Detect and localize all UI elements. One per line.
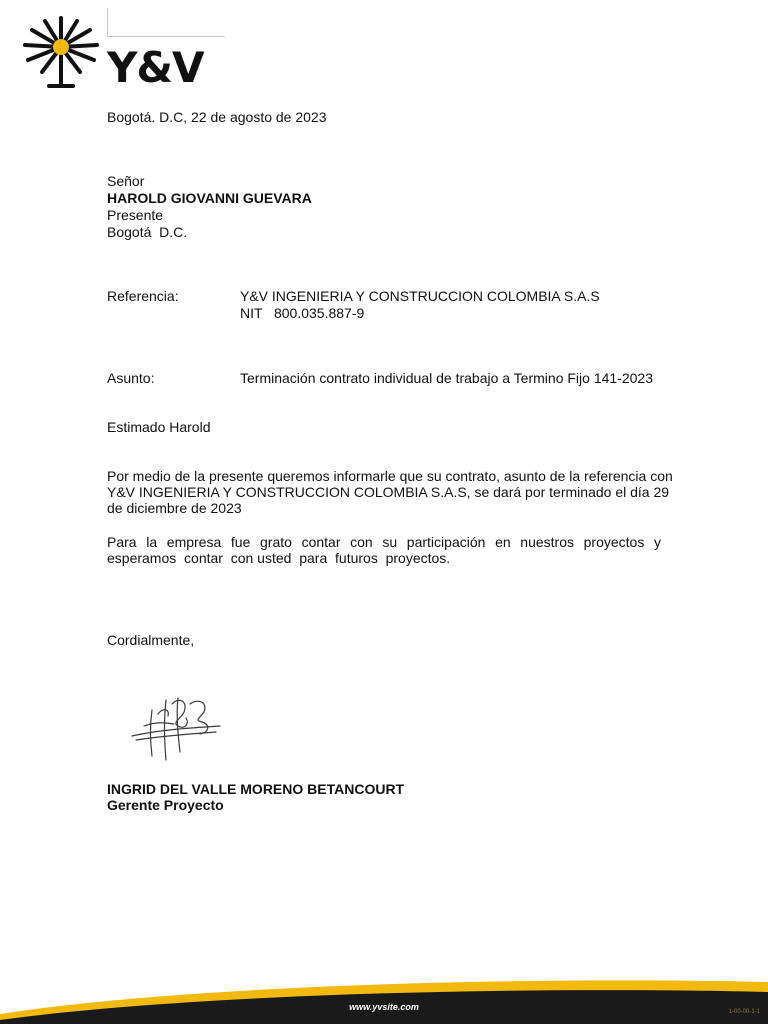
header-divider-vertical [107,8,108,36]
sunburst-logo-icon [20,14,102,90]
recipient-salutation: Señor [107,173,145,189]
signer-name: INGRID DEL VALLE MORENO BETANCOURT [107,781,405,797]
paragraph-1-line-1: Por medio de la presente queremos informarle que su contrato, asunto de la referencia con [107,468,673,484]
greeting: Estimado Harold [107,419,211,435]
recipient-presente: Presente [107,207,164,223]
recipient-city: Bogotá D.C. [107,224,188,240]
subject-text: Terminación contrato individual de trabajo a Termino Fijo 141-2023 [240,370,653,386]
reference-company: Y&V INGENIERIA Y CONSTRUCCION COLOMBIA S.A.S [240,288,600,304]
footer-band [0,968,768,1024]
footer-website [0,1002,768,1013]
header-divider-horizontal [107,36,225,37]
reference-label: Referencia: [107,288,179,304]
footer-document-code: 1-00-00-1-1 [728,1009,760,1015]
reference-nit: NIT 800.035.887-9 [240,305,365,321]
paragraph-2-line-2: esperamos contar con usted para futuros proyectos. [107,550,451,566]
signer-title: Gerente Proyecto [107,797,224,813]
brand-logo-text: Y&V [107,43,204,92]
footer-website-link[interactable]: www.yvsite.com [349,1002,419,1012]
paragraph-2-line-1: Para la empresa fue grato contar con su participación en nuestros proyectos y [107,534,661,550]
subject-label: Asunto: [107,370,155,386]
date-line: Bogotá. D.C, 22 de agosto de 2023 [107,109,327,125]
paragraph-1-line-2: Y&V INGENIERIA Y CONSTRUCCION COLOMBIA S.A.S, se dará por terminado el día 29 [107,484,670,500]
recipient-name: HAROLD GIOVANNI GUEVARA [107,190,312,206]
handwritten-signature [128,690,224,762]
closing: Cordialmente, [107,632,195,648]
brand-logo [107,43,204,92]
paragraph-1-line-3: de diciembre de 2023 [107,500,242,516]
